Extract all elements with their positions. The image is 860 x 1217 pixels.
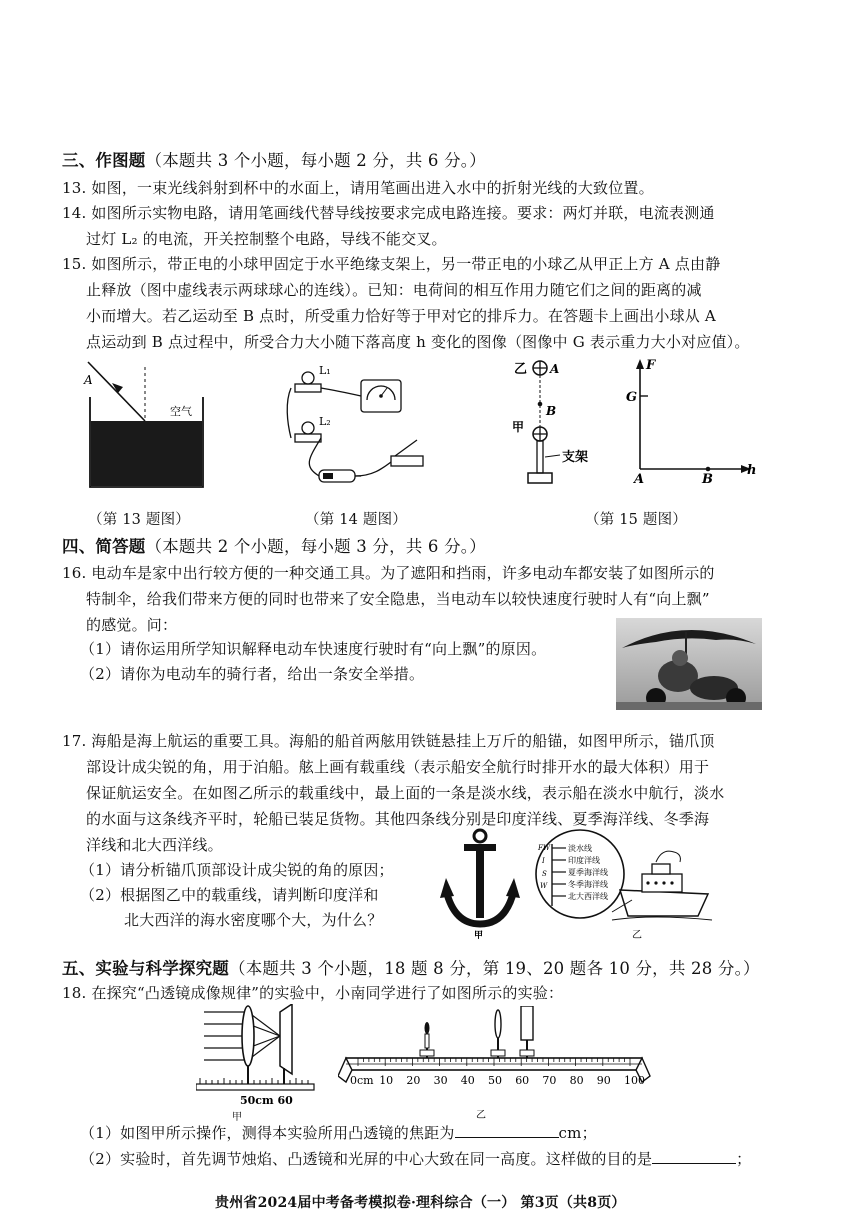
load-line-label-atlantic: 北大西洋线 [568,892,608,901]
section-5-note: （本题共 3 个小题，18 题 8 分，第 19、20 题各 10 分，共 28 分。） [229,959,760,978]
figure-15-label-a: A [550,362,560,376]
load-line-label-winter: 冬季海洋线 [568,880,608,889]
load-line-label-indian: 印度洋线 [568,856,600,865]
question-18-sub-1 [80,1122,597,1143]
figure-15-graph-label-g: G [626,390,638,405]
load-line-figure-label-yi: 乙 [632,930,642,940]
figure-15-graph [620,357,760,487]
figure-13-label-a: A [84,373,93,387]
load-line-mark-i: I [542,857,545,865]
bench-tick-label: 60 [515,1074,530,1087]
question-15-line-2: 止释放（图中虚线表示两球球心的连线）。已知：电荷间的相互作用力随它们之间的距离的减 [86,281,702,299]
question-14-line-2: 过灯 L₂ 的电流，开关控制整个电路，导线不能交叉。 [86,230,447,248]
figure-18-yi [338,1006,658,1122]
figure-15-graph-label-b: B [702,472,713,487]
figure-14-caption: （第 14 题图） [305,512,407,528]
figure-13-label-air: 空气 [170,405,192,418]
bench-tick-label: 70 [542,1074,557,1087]
question-17-line-3: 保证航运安全。在如图乙所示的载重线中，最上面的一条是淡水线，表示船在淡水中航行，淡水 [86,784,725,802]
question-17-line-2: 部设计成尖锐的角，用于泊船。舷上画有载重线（表示船安全航行时排开水的最大体积）用于 [86,758,710,776]
bench-tick-label: 90 [596,1074,611,1087]
section-3-heading [62,147,486,171]
question-16-line-3: 的感觉。问： [86,616,178,634]
question-17-line-5: 洋线和北大西洋线。 [86,836,223,854]
question-18-sub-1-unit: cm； [558,1124,597,1142]
focal-length-answer-blank[interactable] [455,1123,559,1138]
question-17-line-1: 17. 海船是海上航运的重要工具。海船的船首两舷用铁链悬挂上万斤的船锚，如图甲所示，锚爪顶 [62,732,715,750]
bench-tick-label: 0cm [350,1074,374,1087]
load-line-label-summer: 夏季海洋线 [568,868,608,877]
purpose-answer-blank[interactable] [652,1149,736,1164]
figure-15-caption: （第 15 题图） [585,512,687,528]
figure-18-jia [196,1004,324,1122]
figure-14-label-l2: L₂ [319,415,331,428]
figure-13-caption: （第 13 题图） [88,512,190,528]
bench-tick-label: 50 [488,1074,502,1087]
figure-15-graph-label-h: h [747,463,757,478]
section-5-heading [62,955,760,979]
figure-15-label-b: B [546,404,557,418]
figure-15-graph-label-a: A [634,472,645,487]
figure-14-circuit [283,362,443,492]
question-15-line-4: 点运动到 B 点过程中，所受合力大小随下落高度 h 变化的图像（图像中 G 表示重力大小对应值）。 [86,333,750,351]
bench-tick-label: 80 [569,1074,584,1087]
question-16-line-1: 16. 电动车是家中出行较方便的一种交通工具。为了遮阳和挡雨，许多电动车都安装了如图所示的 [62,564,715,582]
page-footer: 贵州省2024届中考备考模拟卷·理科综合（一） 第3页（共8页） [215,1195,626,1211]
figure-14-label-l1: L₁ [319,364,331,377]
load-line-mark-s: S [542,870,547,878]
figure-15-label-yi: 乙 [514,362,528,377]
load-line-ship-figure [532,828,722,940]
section-3-title: 三、作图题 [62,151,146,170]
section-4-heading [62,533,486,557]
question-18-sub-2 [80,1148,751,1169]
question-18-sub-2-text: （2）实验时，首先调节烛焰、凸透镜和光屏的中心大致在同一高度。这样做的目的是 [80,1150,653,1168]
question-17-sub-2a: （2）根据图乙中的载重线，请判断印度洋和 [80,886,379,904]
load-line-label-fresh: 淡水线 [568,844,592,853]
figure-18-jia-label: 甲 [232,1112,242,1122]
question-15-line-1: 15. 如图所示，带正电的小球甲固定于水平绝缘支架上，另一带正电的小球乙从甲正上方 A 点由静 [62,255,721,273]
load-line-mark-fw: FW [538,844,551,852]
question-18: 18. 在探究“凸透镜成像规律”的实验中，小南同学进行了如图所示的实验： [62,984,564,1002]
bench-tick-label: 40 [460,1074,475,1087]
anchor-figure-label-jia: 甲 [474,931,484,940]
question-14-line-1: 14. 如图所示实物电路，请用笔画线代替导线按要求完成电路连接。要求：两灯并联，电流表测通 [62,204,715,222]
section-4-title: 四、简答题 [62,537,146,556]
bench-tick-label: 30 [433,1074,448,1087]
figure-15-apparatus [510,357,610,492]
section-3-note: （本题共 3 个小题，每小题 2 分，共 6 分。） [145,151,486,170]
figure-15-label-jia: 甲 [512,420,525,434]
figure-15-graph-label-f: F [646,358,656,373]
bench-tick-label: 10 [379,1074,394,1087]
figure-13-cup [78,357,218,497]
question-17-line-4: 的水面与这条线齐平时，轮船已装足货物。其他四条线分别是印度洋线、夏季海洋线、冬季海 [86,810,710,828]
bench-tick-label: 20 [406,1074,421,1087]
section-4-note: （本题共 2 个小题，每小题 3 分，共 6 分。） [145,537,486,556]
question-13: 13. 如图，一束光线斜射到杯中的水面上，请用笔画出进入水中的折射光线的大致位置。 [62,179,654,197]
question-17-sub-2b: 北大西洋的海水密度哪个大，为什么？ [124,911,383,929]
question-16-sub-2: （2）请你为电动车的骑行者，给出一条安全举措。 [80,665,425,683]
figure-15-label-stand: 支架 [562,450,589,465]
figure-18-jia-scale: 50cm 60 [240,1094,293,1107]
scooter-umbrella-photo [616,618,762,710]
question-18-sub-2-end: ； [736,1150,752,1168]
question-15-line-3: 小而增大。若乙运动至 B 点时，所受重力恰好等于甲对它的排斥力。在答题卡上画出小球从 A [86,307,716,325]
anchor-figure [440,828,524,940]
figure-18-yi-label: 乙 [476,1110,486,1121]
question-17-sub-1: （1）请分析锚爪顶部设计成尖锐的角的原因； [80,861,394,879]
bench-tick-label: 100 [624,1074,645,1087]
question-16-sub-1: （1）请你运用所学知识解释电动车快速度行驶时有“向上飘”的原因。 [80,640,547,658]
section-5-title: 五、实验与科学探究题 [62,959,229,978]
question-18-sub-1-text: （1）如图甲所示操作，测得本实验所用凸透镜的焦距为 [80,1124,455,1142]
question-16-line-2: 特制伞，给我们带来方便的同时也带来了安全隐患，当电动车以较快速度行驶时人有“向上飘” [86,590,710,608]
load-line-mark-w: W [540,882,548,890]
